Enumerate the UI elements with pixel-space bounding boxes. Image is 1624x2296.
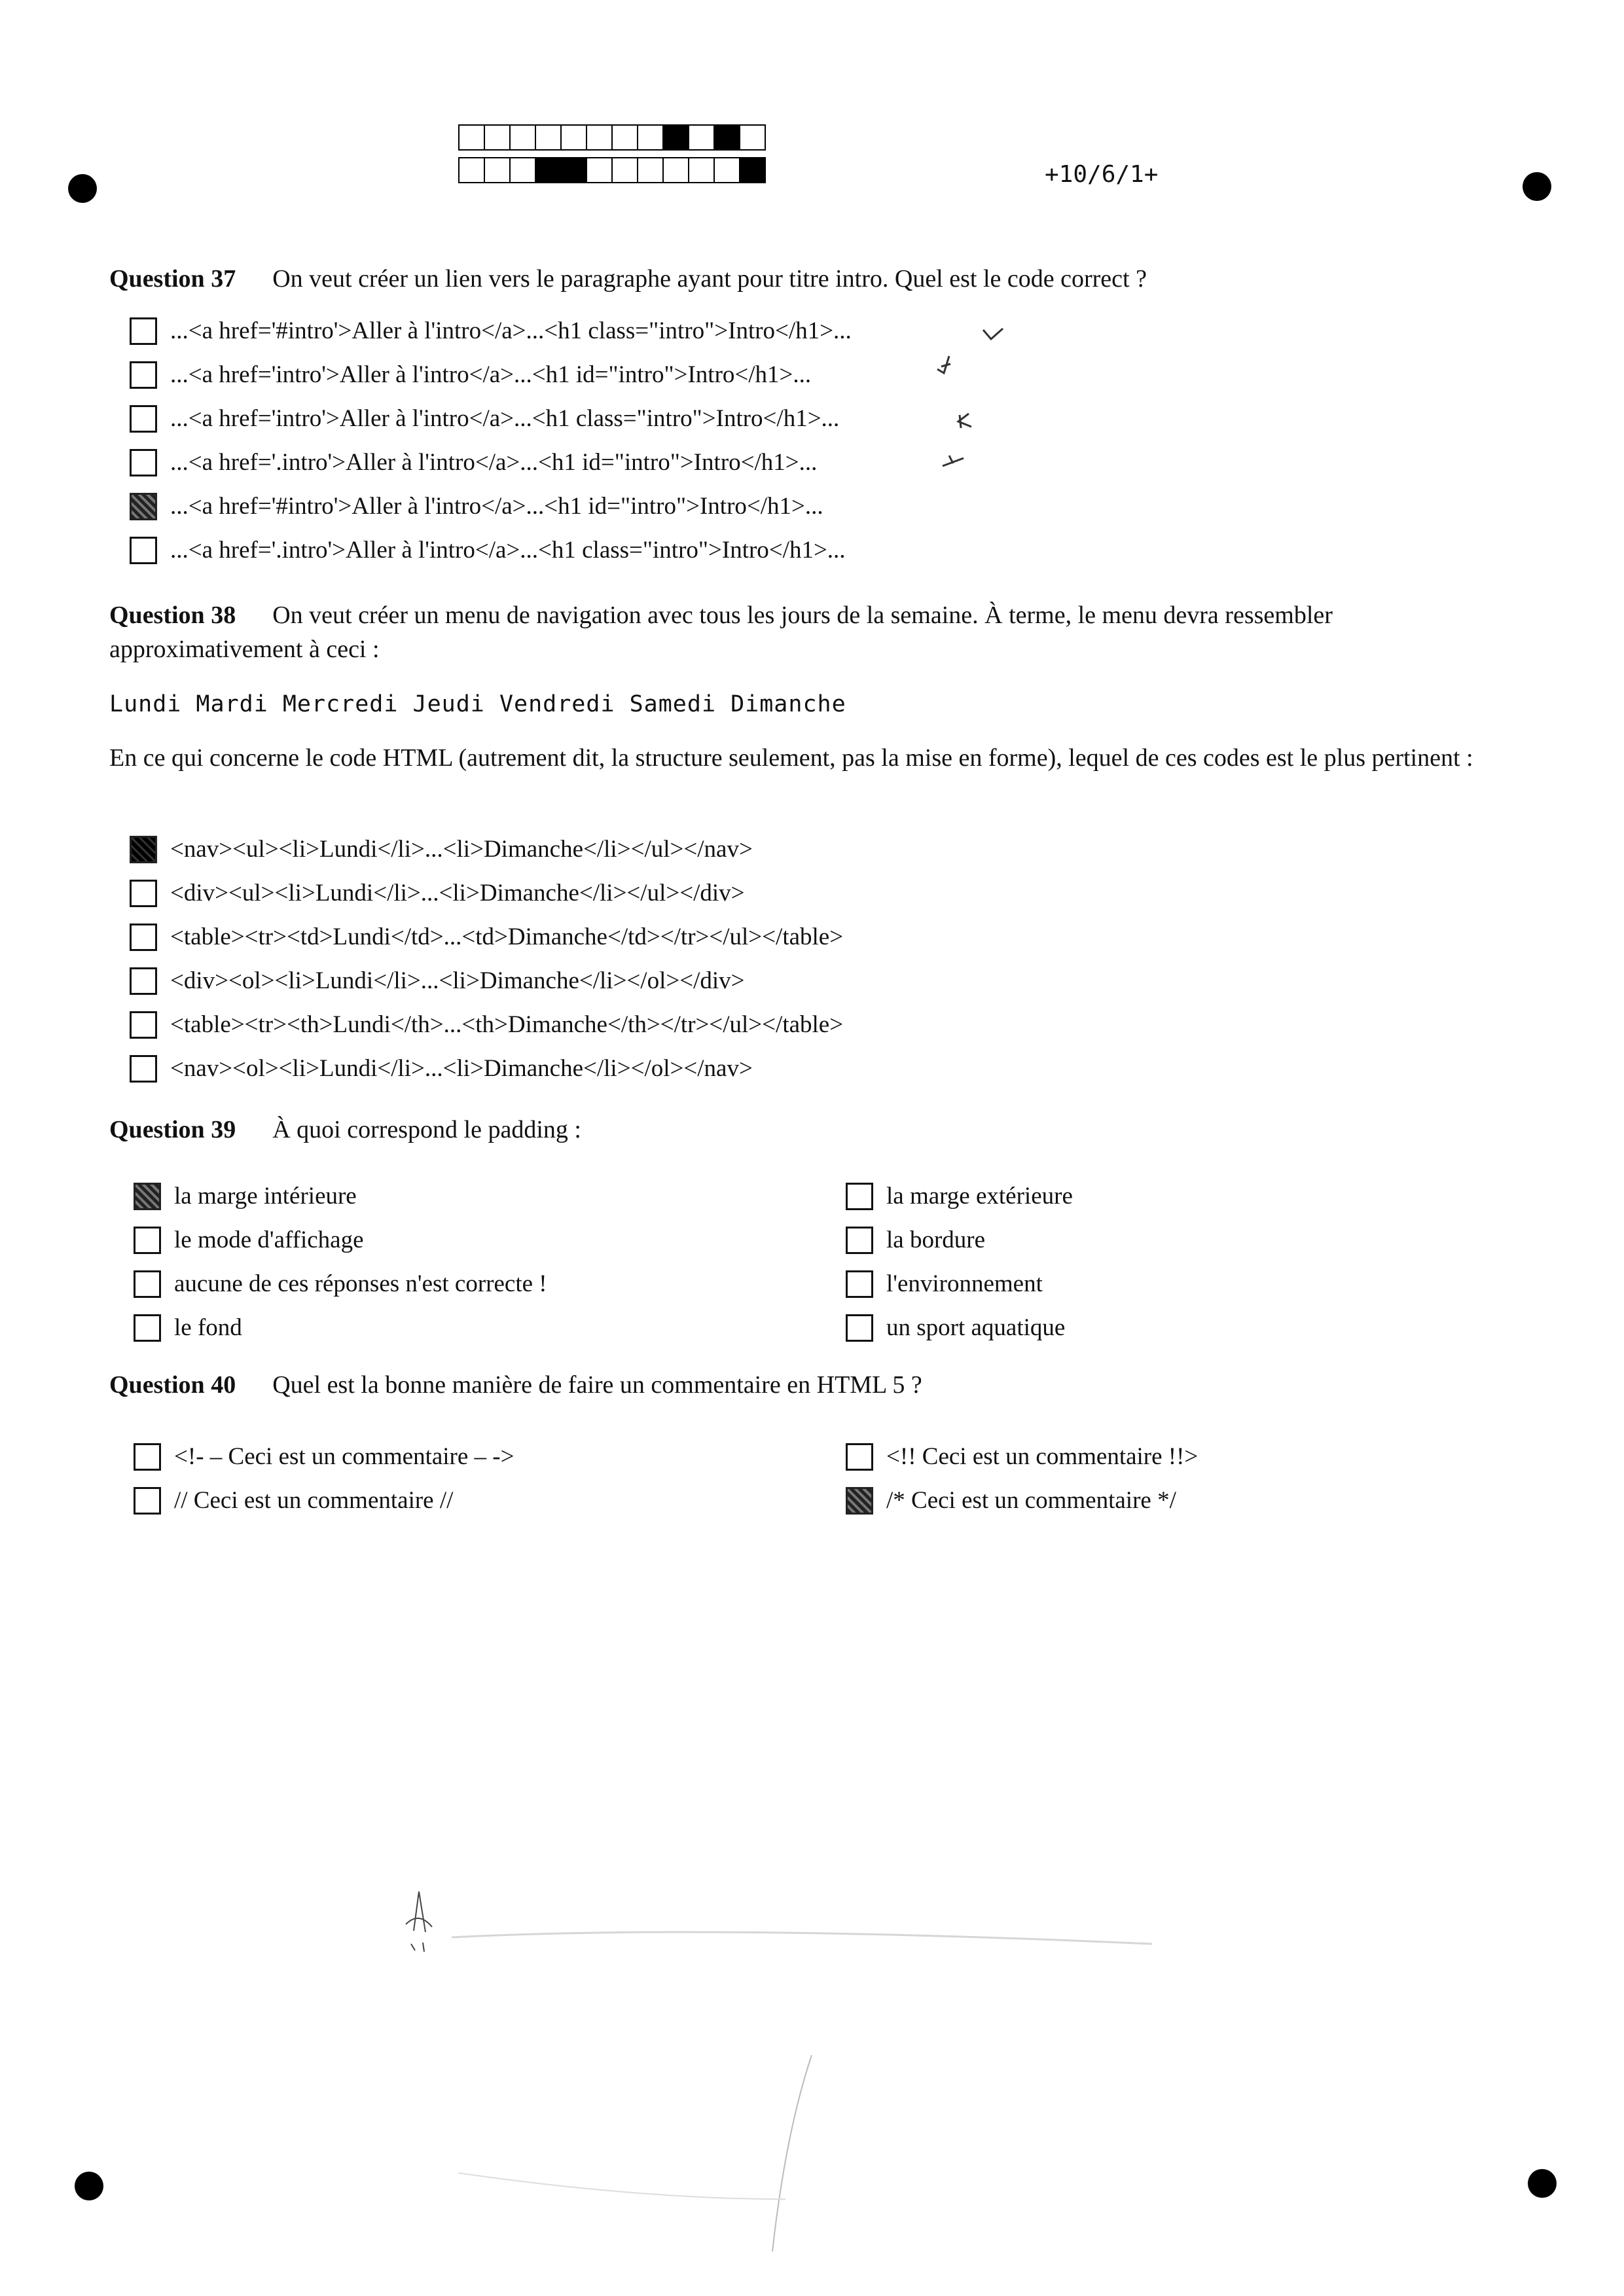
- code-cell: [586, 124, 613, 151]
- checkbox-checked[interactable]: [130, 493, 157, 520]
- answer-option[interactable]: [134, 1314, 242, 1342]
- answer-option[interactable]: [846, 1270, 1043, 1298]
- checkbox[interactable]: [130, 1011, 157, 1039]
- question-40-header: [109, 1368, 1517, 1402]
- answer-option[interactable]: [134, 1486, 453, 1515]
- option-label: ...<a href='#intro'>Aller à l'intro</a>...<h1 class="intro">Intro</h1>...: [170, 317, 852, 344]
- checkbox[interactable]: [130, 317, 157, 345]
- answer-option[interactable]: [846, 1443, 1198, 1471]
- question-text: À quoi correspond le padding :: [272, 1116, 581, 1143]
- checkbox-checked[interactable]: [134, 1183, 161, 1210]
- code-cell: [611, 124, 638, 151]
- checkbox[interactable]: [130, 449, 157, 476]
- checkbox[interactable]: [846, 1314, 873, 1342]
- option-label: <!- – Ceci est un commentaire – ->: [174, 1443, 514, 1470]
- code-cell: [509, 157, 536, 183]
- code-cell: [688, 157, 715, 183]
- checkbox[interactable]: [130, 880, 157, 907]
- question-39-header: [109, 1113, 1517, 1147]
- answer-option[interactable]: [130, 835, 753, 863]
- question-text: On veut créer un menu de navigation avec tous les jours de la semaine. À terme, le menu devra ressembler approximativement à ceci :: [109, 601, 1333, 663]
- question-text: Quel est la bonne manière de faire un commentaire en HTML 5 ?: [272, 1371, 922, 1399]
- answer-option[interactable]: [134, 1226, 364, 1254]
- option-label: <div><ol><li>Lundi</li>...<li>Dimanche</li></ol></div>: [170, 967, 745, 994]
- answer-option[interactable]: [130, 1054, 753, 1083]
- code-cell: [484, 157, 511, 183]
- code-cell: [637, 124, 664, 151]
- pen-mark: [954, 411, 977, 431]
- option-label: <nav><ol><li>Lundi</li>...<li>Dimanche</li></ol></nav>: [170, 1055, 753, 1082]
- code-cell: [739, 157, 766, 183]
- code-cell: [739, 124, 766, 151]
- code-cell: [637, 157, 664, 183]
- option-label: le fond: [174, 1314, 242, 1341]
- checkbox[interactable]: [846, 1227, 873, 1254]
- code-cell: [458, 124, 485, 151]
- question-label: Question 37: [109, 265, 236, 293]
- pen-mark: [940, 452, 966, 471]
- option-label: <!! Ceci est un commentaire !!>: [886, 1443, 1199, 1470]
- registration-mark-bottom-right: [1528, 2169, 1557, 2198]
- option-label: ...<a href='.intro'>Aller à l'intro</a>...<h1 class="intro">Intro</h1>...: [170, 537, 846, 564]
- code-cell: [509, 124, 536, 151]
- checkbox[interactable]: [130, 967, 157, 995]
- option-label: aucune de ces réponses n'est correcte !: [174, 1270, 547, 1297]
- checkbox[interactable]: [846, 1183, 873, 1210]
- answer-option[interactable]: [130, 536, 846, 564]
- checkbox[interactable]: [846, 1443, 873, 1471]
- option-label: ...<a href='intro'>Aller à l'intro</a>...<h1 class="intro">Intro</h1>...: [170, 405, 840, 432]
- id-code-row: [458, 124, 765, 151]
- checkbox[interactable]: [130, 1055, 157, 1083]
- option-label: la marge intérieure: [174, 1183, 357, 1210]
- question-label: Question 38: [109, 601, 236, 629]
- pen-mark: [935, 353, 954, 380]
- code-cell: [662, 157, 689, 183]
- option-label: // Ceci est un commentaire //: [174, 1487, 454, 1514]
- code-cell: [560, 157, 587, 183]
- checkbox[interactable]: [134, 1314, 161, 1342]
- code-cell: [458, 157, 485, 183]
- answer-option[interactable]: [130, 361, 811, 389]
- checkbox[interactable]: [134, 1270, 161, 1298]
- paper-crease: [445, 1924, 1165, 2265]
- page-id: +10/6/1+: [1045, 161, 1159, 188]
- checkbox[interactable]: [134, 1487, 161, 1515]
- menu-example: Lundi Mardi Mercredi Jeudi Vendredi Samedi Dimanche: [109, 691, 846, 717]
- option-label: ...<a href='intro'>Aller à l'intro</a>...<h1 id="intro">Intro</h1>...: [170, 361, 812, 388]
- checkbox[interactable]: [130, 924, 157, 951]
- answer-option[interactable]: [134, 1443, 514, 1471]
- registration-mark-top-left: [68, 174, 97, 203]
- answer-option[interactable]: [134, 1182, 357, 1210]
- registration-mark-top-right: [1523, 172, 1551, 201]
- code-cell: [688, 124, 715, 151]
- checkbox[interactable]: [134, 1443, 161, 1471]
- answer-option[interactable]: [846, 1226, 985, 1254]
- option-label: la bordure: [886, 1227, 986, 1253]
- option-label: le mode d'affichage: [174, 1227, 364, 1253]
- answer-option[interactable]: [846, 1314, 1065, 1342]
- pen-scribble: [393, 1885, 445, 1957]
- question-38-subtext: En ce qui concerne le code HTML (autrement dit, la structure seulement, pas la mise en forme), lequel de ces codes est le plus pertinent :: [109, 744, 1473, 772]
- answer-option[interactable]: [130, 1011, 843, 1039]
- answer-option[interactable]: [130, 879, 745, 907]
- answer-option[interactable]: [130, 967, 745, 995]
- code-cell: [535, 124, 562, 151]
- answer-option[interactable]: [130, 317, 852, 345]
- option-label: la marge extérieure: [886, 1183, 1073, 1210]
- option-label: /* Ceci est un commentaire */: [886, 1487, 1176, 1514]
- answer-option[interactable]: [846, 1182, 1073, 1210]
- question-38-header: [109, 598, 1517, 666]
- checkbox[interactable]: [130, 537, 157, 564]
- option-label: <table><tr><td>Lundi</td>...<td>Dimanche</td></tr></ul></table>: [170, 924, 844, 950]
- answer-option[interactable]: [130, 404, 839, 433]
- option-label: un sport aquatique: [886, 1314, 1066, 1341]
- checkbox-checked[interactable]: [846, 1487, 873, 1515]
- question-37-header: [109, 262, 1517, 296]
- code-cell: [484, 124, 511, 151]
- answer-option[interactable]: [130, 448, 817, 476]
- code-cell: [560, 124, 587, 151]
- pen-mark: [981, 326, 1007, 346]
- id-code-row: [458, 157, 765, 183]
- checkbox[interactable]: [130, 361, 157, 389]
- checkbox[interactable]: [134, 1227, 161, 1254]
- answer-option[interactable]: [130, 923, 843, 951]
- code-cell: [662, 124, 689, 151]
- answer-option[interactable]: [134, 1270, 547, 1298]
- code-cell: [611, 157, 638, 183]
- option-label: <table><tr><th>Lundi</th>...<th>Dimanche</th></tr></ul></table>: [170, 1011, 844, 1038]
- option-label: ...<a href='.intro'>Aller à l'intro</a>...<h1 id="intro">Intro</h1>...: [170, 449, 818, 476]
- answer-option[interactable]: [130, 492, 823, 520]
- checkbox-checked[interactable]: [130, 836, 157, 863]
- code-cell: [535, 157, 562, 183]
- option-label: <div><ul><li>Lundi</li>...<li>Dimanche</li></ul></div>: [170, 880, 745, 906]
- registration-mark-bottom-left: [75, 2172, 103, 2200]
- checkbox[interactable]: [846, 1270, 873, 1298]
- code-cell: [713, 157, 740, 183]
- question-label: Question 39: [109, 1116, 236, 1143]
- option-label: <nav><ul><li>Lundi</li>...<li>Dimanche</li></ul></nav>: [170, 836, 753, 863]
- checkbox[interactable]: [130, 405, 157, 433]
- option-label: ...<a href='#intro'>Aller à l'intro</a>...<h1 id="intro">Intro</h1>...: [170, 493, 823, 520]
- question-label: Question 40: [109, 1371, 236, 1399]
- question-text: On veut créer un lien vers le paragraphe ayant pour titre intro. Quel est le code correct ?: [272, 265, 1147, 293]
- code-cell: [586, 157, 613, 183]
- answer-option[interactable]: [846, 1486, 1176, 1515]
- option-label: l'environnement: [886, 1270, 1043, 1297]
- code-cell: [713, 124, 740, 151]
